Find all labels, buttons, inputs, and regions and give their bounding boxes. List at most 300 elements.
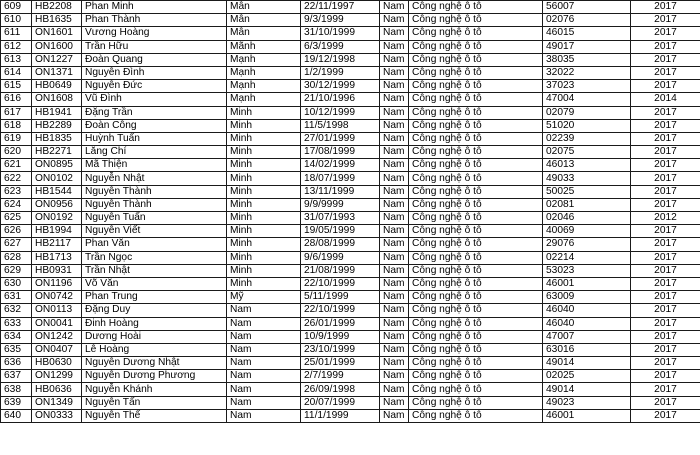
student-code: ON0956 bbox=[32, 198, 82, 211]
row-number: 616 bbox=[1, 93, 32, 106]
surname-cell: Nguyễn Đình bbox=[82, 66, 227, 79]
major-cell: Công nghệ ô tô bbox=[409, 238, 543, 251]
row-number: 640 bbox=[1, 409, 32, 422]
birth-date-cell: 22/11/1997 bbox=[301, 1, 380, 14]
gender-cell: Nam bbox=[380, 225, 409, 238]
row-number: 611 bbox=[1, 27, 32, 40]
surname-cell: Nguyễn Dương Phương bbox=[82, 370, 227, 383]
given-name-cell: Mẫn bbox=[227, 14, 301, 27]
table-row bbox=[1, 277, 700, 290]
birth-date-cell: 10/12/1999 bbox=[301, 106, 380, 119]
surname-cell: Nguyễn Khánh bbox=[82, 383, 227, 396]
year-cell: 2017 bbox=[631, 225, 700, 238]
student-code: ON1196 bbox=[32, 277, 82, 290]
birth-date-cell: 27/01/1999 bbox=[301, 132, 380, 145]
year-cell: 2017 bbox=[631, 291, 700, 304]
surname-cell: Dương Hoài bbox=[82, 330, 227, 343]
birth-date-cell: 1/2/1999 bbox=[301, 66, 380, 79]
school-code-cell: 37023 bbox=[543, 80, 631, 93]
table-row bbox=[1, 251, 700, 264]
given-name-cell: Minh bbox=[227, 146, 301, 159]
row-number: 618 bbox=[1, 119, 32, 132]
major-cell: Công nghệ ô tô bbox=[409, 1, 543, 14]
table-row bbox=[1, 396, 700, 409]
gender-cell: Nam bbox=[380, 159, 409, 172]
birth-date-cell: 18/07/1999 bbox=[301, 172, 380, 185]
table-row bbox=[1, 93, 700, 106]
student-code: HB0630 bbox=[32, 357, 82, 370]
birth-date-cell: 31/07/1993 bbox=[301, 212, 380, 225]
row-number: 626 bbox=[1, 225, 32, 238]
table-row bbox=[1, 27, 700, 40]
surname-cell: Lê Hoàng bbox=[82, 343, 227, 356]
table-row bbox=[1, 264, 700, 277]
birth-date-cell: 21/08/1999 bbox=[301, 264, 380, 277]
student-code: ON1608 bbox=[32, 93, 82, 106]
given-name-cell: Minh bbox=[227, 264, 301, 277]
gender-cell: Nam bbox=[380, 172, 409, 185]
student-code: HB0636 bbox=[32, 383, 82, 396]
school-code-cell: 49014 bbox=[543, 357, 631, 370]
gender-cell: Nam bbox=[380, 343, 409, 356]
gender-cell: Nam bbox=[380, 238, 409, 251]
gender-cell: Nam bbox=[380, 53, 409, 66]
student-code: HB0649 bbox=[32, 80, 82, 93]
given-name-cell: Minh bbox=[227, 159, 301, 172]
table-row bbox=[1, 106, 700, 119]
birth-date-cell: 25/01/1999 bbox=[301, 357, 380, 370]
student-code: ON1601 bbox=[32, 27, 82, 40]
given-name-cell: Minh bbox=[227, 212, 301, 225]
major-cell: Công nghệ ô tô bbox=[409, 159, 543, 172]
birth-date-cell: 17/08/1999 bbox=[301, 146, 380, 159]
birth-date-cell: 6/3/1999 bbox=[301, 40, 380, 53]
birth-date-cell: 26/09/1998 bbox=[301, 383, 380, 396]
table-row bbox=[1, 330, 700, 343]
table-row bbox=[1, 53, 700, 66]
surname-cell: Đặng Duy bbox=[82, 304, 227, 317]
surname-cell: Đặng Trần bbox=[82, 106, 227, 119]
given-name-cell: Mẫn bbox=[227, 1, 301, 14]
surname-cell: Phan Văn bbox=[82, 238, 227, 251]
surname-cell: Đoàn Quang bbox=[82, 53, 227, 66]
student-code: ON0333 bbox=[32, 409, 82, 422]
major-cell: Công nghệ ô tô bbox=[409, 119, 543, 132]
table-row bbox=[1, 80, 700, 93]
major-cell: Công nghệ ô tô bbox=[409, 146, 543, 159]
birth-date-cell: 10/9/1999 bbox=[301, 330, 380, 343]
row-number: 622 bbox=[1, 172, 32, 185]
given-name-cell: Nam bbox=[227, 357, 301, 370]
student-code: HB1635 bbox=[32, 14, 82, 27]
row-number: 610 bbox=[1, 14, 32, 27]
school-code-cell: 49033 bbox=[543, 172, 631, 185]
year-cell: 2017 bbox=[631, 27, 700, 40]
given-name-cell: Mạnh bbox=[227, 93, 301, 106]
birth-date-cell: 9/6/1999 bbox=[301, 251, 380, 264]
major-cell: Công nghệ ô tô bbox=[409, 383, 543, 396]
row-number: 621 bbox=[1, 159, 32, 172]
gender-cell: Nam bbox=[380, 409, 409, 422]
given-name-cell: Nam bbox=[227, 370, 301, 383]
year-cell: 2017 bbox=[631, 409, 700, 422]
table-body bbox=[1, 1, 700, 423]
major-cell: Công nghệ ô tô bbox=[409, 185, 543, 198]
birth-date-cell: 14/02/1999 bbox=[301, 159, 380, 172]
surname-cell: Nguyễn Viết bbox=[82, 225, 227, 238]
gender-cell: Nam bbox=[380, 383, 409, 396]
year-cell: 2017 bbox=[631, 343, 700, 356]
student-code: ON0041 bbox=[32, 317, 82, 330]
surname-cell: Nguyễn Nhật bbox=[82, 172, 227, 185]
given-name-cell: Minh bbox=[227, 238, 301, 251]
gender-cell: Nam bbox=[380, 396, 409, 409]
year-cell: 2017 bbox=[631, 80, 700, 93]
given-name-cell: Minh bbox=[227, 106, 301, 119]
major-cell: Công nghệ ô tô bbox=[409, 80, 543, 93]
major-cell: Công nghệ ô tô bbox=[409, 106, 543, 119]
school-code-cell: 38035 bbox=[543, 53, 631, 66]
surname-cell: Trần Ngọc bbox=[82, 251, 227, 264]
student-code: ON1371 bbox=[32, 66, 82, 79]
year-cell: 2017 bbox=[631, 1, 700, 14]
year-cell: 2017 bbox=[631, 172, 700, 185]
row-number: 636 bbox=[1, 357, 32, 370]
major-cell: Công nghệ ô tô bbox=[409, 53, 543, 66]
gender-cell: Nam bbox=[380, 317, 409, 330]
school-code-cell: 46015 bbox=[543, 27, 631, 40]
surname-cell: Nguyễn Đức bbox=[82, 80, 227, 93]
school-code-cell: 53023 bbox=[543, 264, 631, 277]
given-name-cell: Mẫn bbox=[227, 27, 301, 40]
major-cell: Công nghệ ô tô bbox=[409, 14, 543, 27]
student-code: HB1941 bbox=[32, 106, 82, 119]
gender-cell: Nam bbox=[380, 40, 409, 53]
school-code-cell: 46040 bbox=[543, 317, 631, 330]
birth-date-cell: 13/11/1999 bbox=[301, 185, 380, 198]
major-cell: Công nghệ ô tô bbox=[409, 357, 543, 370]
row-number: 613 bbox=[1, 53, 32, 66]
year-cell: 2017 bbox=[631, 317, 700, 330]
row-number: 630 bbox=[1, 277, 32, 290]
gender-cell: Nam bbox=[380, 185, 409, 198]
table-row bbox=[1, 172, 700, 185]
given-name-cell: Mãnh bbox=[227, 40, 301, 53]
row-number: 612 bbox=[1, 40, 32, 53]
school-code-cell: 50025 bbox=[543, 185, 631, 198]
school-code-cell: 47007 bbox=[543, 330, 631, 343]
surname-cell: Trần Hữu bbox=[82, 40, 227, 53]
year-cell: 2017 bbox=[631, 396, 700, 409]
surname-cell: Phan Minh bbox=[82, 1, 227, 14]
row-number: 633 bbox=[1, 317, 32, 330]
gender-cell: Nam bbox=[380, 132, 409, 145]
table-row bbox=[1, 212, 700, 225]
row-number: 609 bbox=[1, 1, 32, 14]
table-row bbox=[1, 40, 700, 53]
row-number: 620 bbox=[1, 146, 32, 159]
table-row bbox=[1, 14, 700, 27]
given-name-cell: Mạnh bbox=[227, 53, 301, 66]
student-code: HB2208 bbox=[32, 1, 82, 14]
school-code-cell: 46001 bbox=[543, 277, 631, 290]
birth-date-cell: 19/05/1999 bbox=[301, 225, 380, 238]
major-cell: Công nghệ ô tô bbox=[409, 304, 543, 317]
year-cell: 2017 bbox=[631, 264, 700, 277]
given-name-cell: Minh bbox=[227, 119, 301, 132]
table-row bbox=[1, 238, 700, 251]
gender-cell: Nam bbox=[380, 251, 409, 264]
row-number: 614 bbox=[1, 66, 32, 79]
school-code-cell: 46013 bbox=[543, 159, 631, 172]
school-code-cell: 29076 bbox=[543, 238, 631, 251]
school-code-cell: 02076 bbox=[543, 14, 631, 27]
given-name-cell: Nam bbox=[227, 383, 301, 396]
row-number: 617 bbox=[1, 106, 32, 119]
given-name-cell: Minh bbox=[227, 251, 301, 264]
year-cell: 2017 bbox=[631, 119, 700, 132]
birth-date-cell: 30/12/1999 bbox=[301, 80, 380, 93]
major-cell: Công nghệ ô tô bbox=[409, 409, 543, 422]
birth-date-cell: 11/5/1998 bbox=[301, 119, 380, 132]
surname-cell: Nguyễn Dương Nhật bbox=[82, 357, 227, 370]
given-name-cell: Nam bbox=[227, 396, 301, 409]
major-cell: Công nghệ ô tô bbox=[409, 317, 543, 330]
table-row bbox=[1, 304, 700, 317]
given-name-cell: Nam bbox=[227, 343, 301, 356]
given-name-cell: Mạnh bbox=[227, 80, 301, 93]
table-row bbox=[1, 66, 700, 79]
school-code-cell: 56007 bbox=[543, 1, 631, 14]
surname-cell: Phan Thành bbox=[82, 14, 227, 27]
given-name-cell: Mỹ bbox=[227, 291, 301, 304]
school-code-cell: 40069 bbox=[543, 225, 631, 238]
table-row bbox=[1, 1, 700, 14]
student-code: ON1299 bbox=[32, 370, 82, 383]
school-code-cell: 02081 bbox=[543, 198, 631, 211]
surname-cell: Nguyễn Thành bbox=[82, 185, 227, 198]
major-cell: Công nghệ ô tô bbox=[409, 264, 543, 277]
major-cell: Công nghệ ô tô bbox=[409, 40, 543, 53]
birth-date-cell: 31/10/1999 bbox=[301, 27, 380, 40]
major-cell: Công nghệ ô tô bbox=[409, 330, 543, 343]
student-code: ON0742 bbox=[32, 291, 82, 304]
table-row bbox=[1, 343, 700, 356]
surname-cell: Lăng Chí bbox=[82, 146, 227, 159]
gender-cell: Nam bbox=[380, 1, 409, 14]
gender-cell: Nam bbox=[380, 27, 409, 40]
surname-cell: Nguyễn Thành bbox=[82, 198, 227, 211]
surname-cell: Nguyễn Tấn bbox=[82, 396, 227, 409]
gender-cell: Nam bbox=[380, 277, 409, 290]
student-code: HB2271 bbox=[32, 146, 82, 159]
gender-cell: Nam bbox=[380, 291, 409, 304]
year-cell: 2017 bbox=[631, 330, 700, 343]
student-code: HB1835 bbox=[32, 132, 82, 145]
student-code: HB2289 bbox=[32, 119, 82, 132]
surname-cell: Trần Nhật bbox=[82, 264, 227, 277]
school-code-cell: 46001 bbox=[543, 409, 631, 422]
major-cell: Công nghệ ô tô bbox=[409, 212, 543, 225]
year-cell: 2017 bbox=[631, 53, 700, 66]
major-cell: Công nghệ ô tô bbox=[409, 132, 543, 145]
student-code: HB1713 bbox=[32, 251, 82, 264]
major-cell: Công nghệ ô tô bbox=[409, 198, 543, 211]
school-code-cell: 02046 bbox=[543, 212, 631, 225]
gender-cell: Nam bbox=[380, 80, 409, 93]
year-cell: 2017 bbox=[631, 66, 700, 79]
birth-date-cell: 21/10/1996 bbox=[301, 93, 380, 106]
gender-cell: Nam bbox=[380, 146, 409, 159]
gender-cell: Nam bbox=[380, 370, 409, 383]
surname-cell: Nguyễn Tuấn bbox=[82, 212, 227, 225]
row-number: 615 bbox=[1, 80, 32, 93]
year-cell: 2017 bbox=[631, 304, 700, 317]
gender-cell: Nam bbox=[380, 198, 409, 211]
given-name-cell: Nam bbox=[227, 409, 301, 422]
major-cell: Công nghệ ô tô bbox=[409, 291, 543, 304]
table-row bbox=[1, 383, 700, 396]
year-cell: 2017 bbox=[631, 40, 700, 53]
year-cell: 2017 bbox=[631, 277, 700, 290]
table-row bbox=[1, 146, 700, 159]
row-number: 619 bbox=[1, 132, 32, 145]
surname-cell: Mã Thiện bbox=[82, 159, 227, 172]
year-cell: 2017 bbox=[631, 159, 700, 172]
year-cell: 2017 bbox=[631, 14, 700, 27]
table-row bbox=[1, 370, 700, 383]
birth-date-cell: 5/11/1999 bbox=[301, 291, 380, 304]
major-cell: Công nghệ ô tô bbox=[409, 277, 543, 290]
given-name-cell: Minh bbox=[227, 185, 301, 198]
table-row bbox=[1, 119, 700, 132]
given-name-cell: Minh bbox=[227, 277, 301, 290]
birth-date-cell: 19/12/1998 bbox=[301, 53, 380, 66]
school-code-cell: 63016 bbox=[543, 343, 631, 356]
student-code: ON0407 bbox=[32, 343, 82, 356]
table-row bbox=[1, 409, 700, 422]
student-code: HB2117 bbox=[32, 238, 82, 251]
row-number: 625 bbox=[1, 212, 32, 225]
surname-cell: Nguyễn Thế bbox=[82, 409, 227, 422]
year-cell: 2017 bbox=[631, 251, 700, 264]
given-name-cell: Minh bbox=[227, 198, 301, 211]
school-code-cell: 02214 bbox=[543, 251, 631, 264]
gender-cell: Nam bbox=[380, 106, 409, 119]
row-number: 623 bbox=[1, 185, 32, 198]
surname-cell: Phan Trung bbox=[82, 291, 227, 304]
birth-date-cell: 22/10/1999 bbox=[301, 277, 380, 290]
row-number: 634 bbox=[1, 330, 32, 343]
major-cell: Công nghệ ô tô bbox=[409, 172, 543, 185]
year-cell: 2017 bbox=[631, 146, 700, 159]
surname-cell: Đoàn Công bbox=[82, 119, 227, 132]
row-number: 637 bbox=[1, 370, 32, 383]
row-number: 627 bbox=[1, 238, 32, 251]
school-code-cell: 46040 bbox=[543, 304, 631, 317]
row-number: 628 bbox=[1, 251, 32, 264]
birth-date-cell: 26/01/1999 bbox=[301, 317, 380, 330]
school-code-cell: 02075 bbox=[543, 146, 631, 159]
year-cell: 2017 bbox=[631, 106, 700, 119]
school-code-cell: 49017 bbox=[543, 40, 631, 53]
surname-cell: Đinh Hoàng bbox=[82, 317, 227, 330]
school-code-cell: 63009 bbox=[543, 291, 631, 304]
given-name-cell: Minh bbox=[227, 172, 301, 185]
birth-date-cell: 22/10/1999 bbox=[301, 304, 380, 317]
major-cell: Công nghệ ô tô bbox=[409, 396, 543, 409]
birth-date-cell: 23/10/1999 bbox=[301, 343, 380, 356]
student-code: ON0192 bbox=[32, 212, 82, 225]
student-code: ON1600 bbox=[32, 40, 82, 53]
given-name-cell: Nam bbox=[227, 304, 301, 317]
student-code: ON0102 bbox=[32, 172, 82, 185]
given-name-cell: Nam bbox=[227, 330, 301, 343]
surname-cell: Huỳnh Tuấn bbox=[82, 132, 227, 145]
year-cell: 2017 bbox=[631, 185, 700, 198]
table-row bbox=[1, 225, 700, 238]
table-row bbox=[1, 159, 700, 172]
year-cell: 2017 bbox=[631, 238, 700, 251]
gender-cell: Nam bbox=[380, 264, 409, 277]
surname-cell: Vũ Đình bbox=[82, 93, 227, 106]
student-code: HB0931 bbox=[32, 264, 82, 277]
gender-cell: Nam bbox=[380, 304, 409, 317]
birth-date-cell: 11/1/1999 bbox=[301, 409, 380, 422]
year-cell: 2014 bbox=[631, 93, 700, 106]
student-code: HB1994 bbox=[32, 225, 82, 238]
year-cell: 2017 bbox=[631, 383, 700, 396]
row-number: 624 bbox=[1, 198, 32, 211]
row-number: 639 bbox=[1, 396, 32, 409]
major-cell: Công nghệ ô tô bbox=[409, 251, 543, 264]
row-number: 629 bbox=[1, 264, 32, 277]
school-code-cell: 02239 bbox=[543, 132, 631, 145]
student-code: HB1544 bbox=[32, 185, 82, 198]
school-code-cell: 51020 bbox=[543, 119, 631, 132]
gender-cell: Nam bbox=[380, 212, 409, 225]
birth-date-cell: 9/3/1999 bbox=[301, 14, 380, 27]
major-cell: Công nghệ ô tô bbox=[409, 343, 543, 356]
gender-cell: Nam bbox=[380, 14, 409, 27]
gender-cell: Nam bbox=[380, 357, 409, 370]
major-cell: Công nghệ ô tô bbox=[409, 27, 543, 40]
birth-date-cell: 2/7/1999 bbox=[301, 370, 380, 383]
gender-cell: Nam bbox=[380, 330, 409, 343]
school-code-cell: 02025 bbox=[543, 370, 631, 383]
student-code: ON1227 bbox=[32, 53, 82, 66]
given-name-cell: Minh bbox=[227, 132, 301, 145]
major-cell: Công nghệ ô tô bbox=[409, 225, 543, 238]
major-cell: Công nghệ ô tô bbox=[409, 370, 543, 383]
student-code: ON0113 bbox=[32, 304, 82, 317]
school-code-cell: 02079 bbox=[543, 106, 631, 119]
row-number: 635 bbox=[1, 343, 32, 356]
given-name-cell: Nam bbox=[227, 317, 301, 330]
school-code-cell: 32022 bbox=[543, 66, 631, 79]
student-code: ON1349 bbox=[32, 396, 82, 409]
gender-cell: Nam bbox=[380, 66, 409, 79]
birth-date-cell: 9/9/9999 bbox=[301, 198, 380, 211]
student-code: ON1242 bbox=[32, 330, 82, 343]
birth-date-cell: 20/07/1999 bbox=[301, 396, 380, 409]
row-number: 638 bbox=[1, 383, 32, 396]
year-cell: 2017 bbox=[631, 132, 700, 145]
major-cell: Công nghệ ô tô bbox=[409, 93, 543, 106]
row-number: 632 bbox=[1, 304, 32, 317]
school-code-cell: 49023 bbox=[543, 396, 631, 409]
major-cell: Công nghệ ô tô bbox=[409, 66, 543, 79]
